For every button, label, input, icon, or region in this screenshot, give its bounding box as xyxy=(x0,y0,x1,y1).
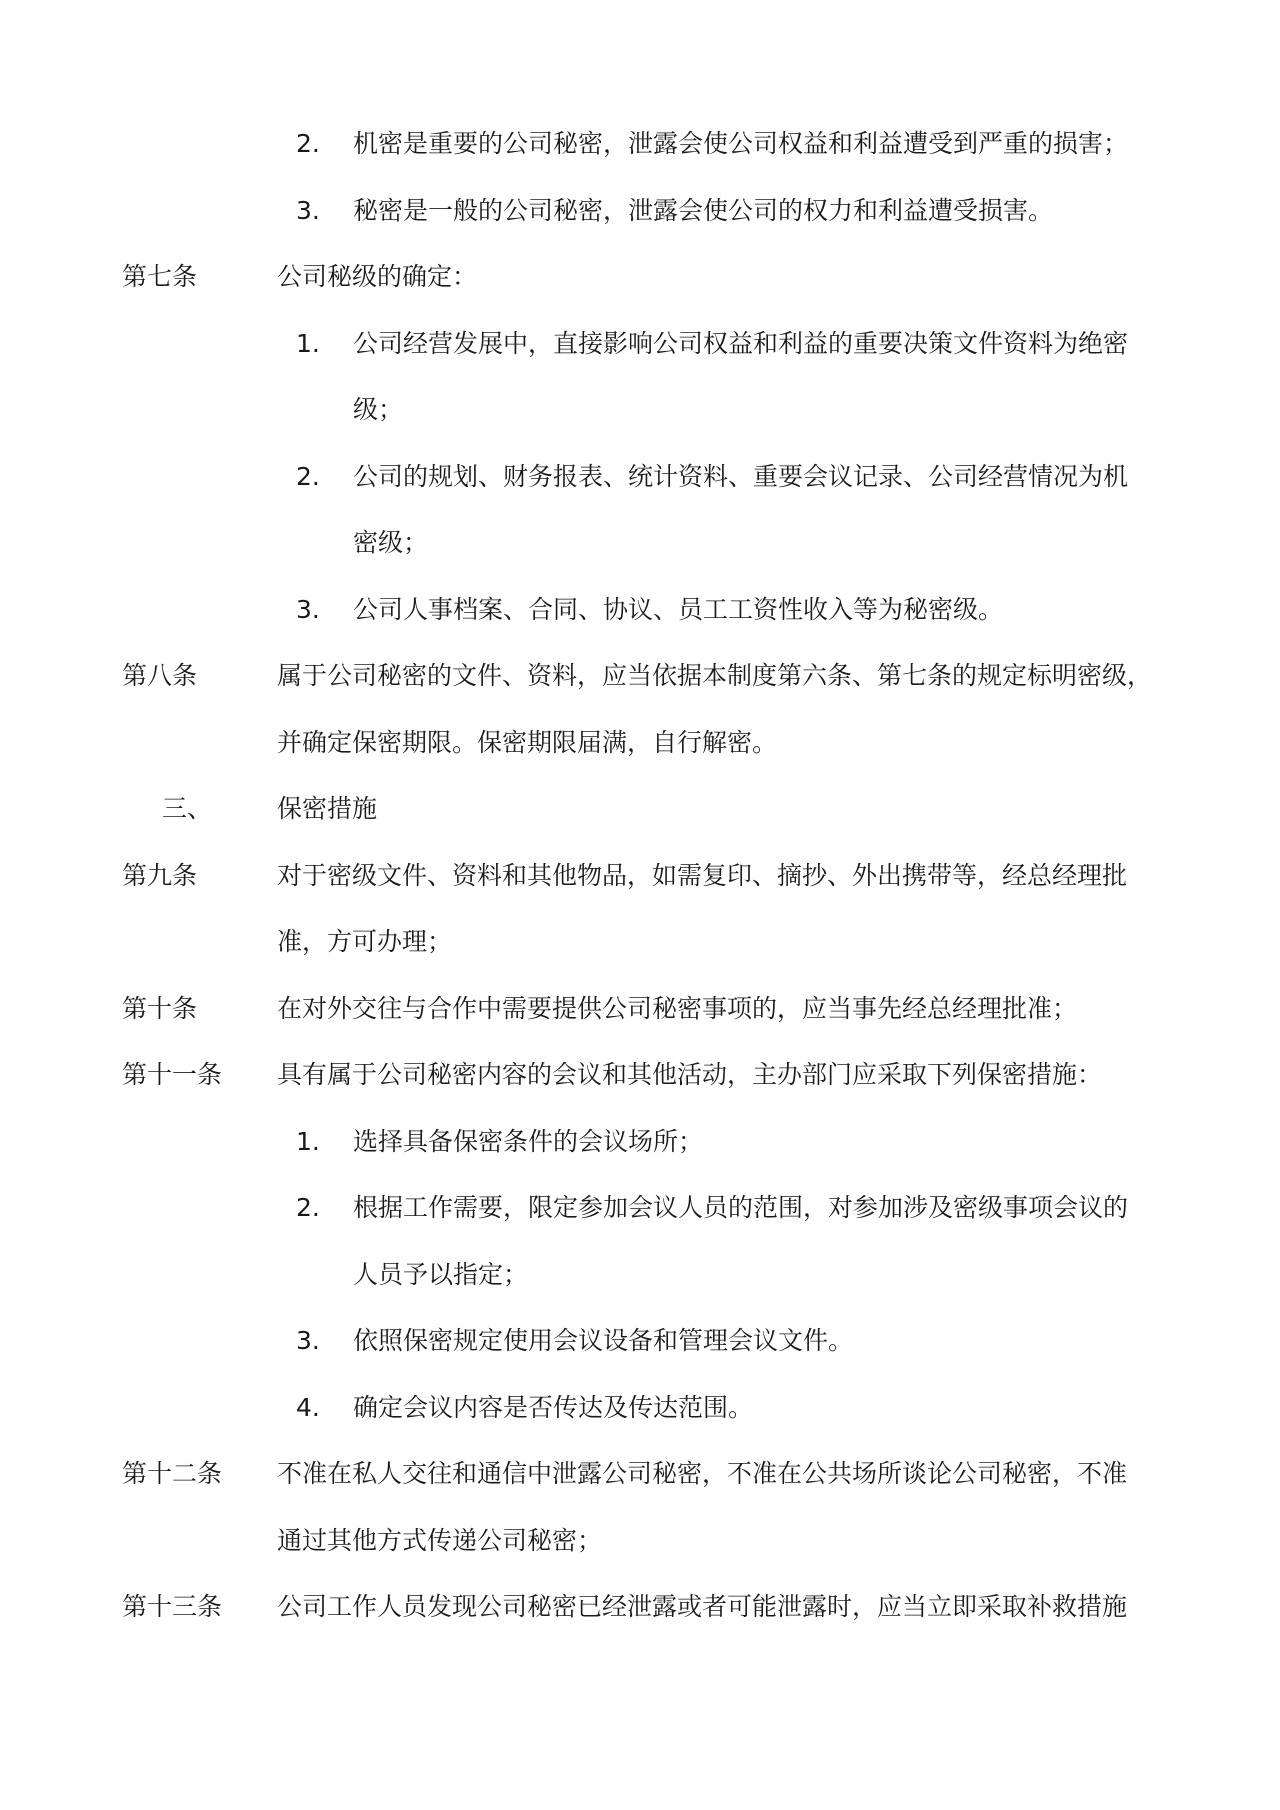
article-text: 公司工作人员发现公司秘密已经泄露或者可能泄露时，应当立即采取补救措施 xyxy=(277,1592,1128,1621)
list-item-text: 选择具备保密条件的会议场所； xyxy=(353,1126,704,1156)
article-label: 第七条 xyxy=(122,262,198,291)
list-item-text: 公司经营发展中，直接影响公司权益和利益的重要决策文件资料为绝密 xyxy=(353,328,1129,358)
list-item-text: 机密是重要的公司秘密，泄露会使公司权益和利益遭受到严重的损害； xyxy=(353,129,1129,158)
article-text: 具有属于公司秘密内容的会议和其他活动，主办部门应采取下列保密措施： xyxy=(277,1060,1103,1089)
list-item-text: 确定会议内容是否传达及传达范围。 xyxy=(353,1392,754,1422)
list-item-text: 密级； xyxy=(353,528,429,557)
article-text: 不准在私人交往和通信中泄露公司秘密，不准在公共场所谈论公司秘密，不准 xyxy=(277,1459,1128,1488)
article-label: 第十条 xyxy=(122,993,198,1023)
article-label: 第八条 xyxy=(122,661,198,690)
list-item-text: 秘密是一般的公司秘密，泄露会使公司的权力和利益遭受损害。 xyxy=(353,195,1054,225)
article-label: 第十一条 xyxy=(122,1060,223,1089)
list-item-number: 1. xyxy=(296,1126,320,1156)
article-label: 第十三条 xyxy=(122,1592,223,1621)
list-item-number: 3. xyxy=(296,195,320,225)
list-item-text: 依照保密规定使用会议设备和管理会议文件。 xyxy=(353,1326,854,1355)
list-item-number: 3. xyxy=(296,1326,320,1355)
list-item-number: 2. xyxy=(296,461,320,491)
list-item-text: 级； xyxy=(353,395,404,424)
article-text: 对于密级文件、资料和其他物品，如需复印、摘抄、外出携带等，经总经理批 xyxy=(277,860,1128,890)
list-item-text: 公司人事档案、合同、协议、员工工资性收入等为秘密级。 xyxy=(353,594,1004,624)
list-item-number: 4. xyxy=(296,1392,320,1422)
list-item-number: 2. xyxy=(296,1193,320,1222)
article-text: 属于公司秘密的文件、资料，应当依据本制度第六条、第七条的规定标明密级， xyxy=(277,661,1153,690)
list-item-number: 3. xyxy=(296,594,320,624)
article-text: 准，方可办理； xyxy=(277,927,453,956)
list-item-number: 1. xyxy=(296,328,320,358)
section-number: 三、 xyxy=(162,794,213,823)
article-text: 公司秘级的确定： xyxy=(277,262,478,291)
section-title: 保密措施 xyxy=(277,794,378,823)
list-item-text: 根据工作需要，限定参加会议人员的范围，对参加涉及密级事项会议的 xyxy=(353,1193,1129,1222)
article-text: 在对外交往与合作中需要提供公司秘密事项的，应当事先经总经理批准； xyxy=(277,993,1078,1023)
list-item-number: 2. xyxy=(296,129,320,158)
list-item-text: 公司的规划、财务报表、统计资料、重要会议记录、公司经营情况为机 xyxy=(353,461,1129,491)
article-label: 第十二条 xyxy=(122,1459,223,1488)
article-text: 并确定保密期限。保密期限届满，自行解密。 xyxy=(277,727,778,757)
list-item-text: 人员予以指定； xyxy=(353,1259,529,1289)
article-label: 第九条 xyxy=(122,860,198,890)
article-text: 通过其他方式传递公司秘密； xyxy=(277,1525,603,1555)
